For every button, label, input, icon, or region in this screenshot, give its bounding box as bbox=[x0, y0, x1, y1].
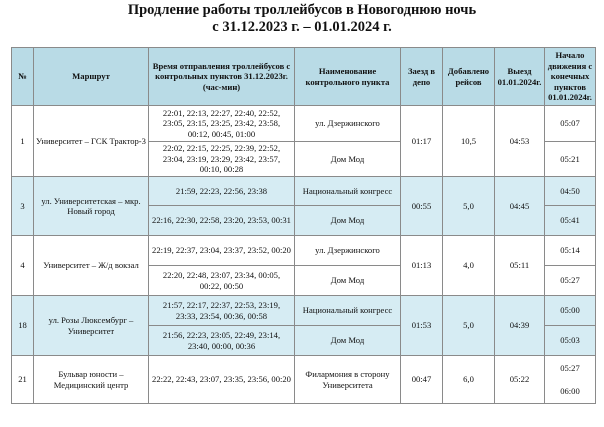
start-time: 05:00 bbox=[545, 296, 596, 326]
depot-time: 01:53 bbox=[401, 296, 443, 356]
control-point: Дом Мод bbox=[295, 206, 401, 236]
start-time: 05:27 bbox=[560, 362, 580, 373]
start-time: 04:50 bbox=[545, 177, 596, 206]
control-point: Дом Мод bbox=[295, 266, 401, 296]
schedule-table bbox=[11, 47, 596, 404]
start-time: 05:03 bbox=[545, 326, 596, 356]
depot-time: 00:47 bbox=[401, 356, 443, 404]
depot-time: 01:17 bbox=[401, 106, 443, 177]
table-row bbox=[12, 356, 596, 404]
start-time: 06:00 bbox=[560, 385, 580, 396]
added-trips: 10,5 bbox=[443, 106, 495, 177]
title-line-2: с 31.12.2023 г. – 01.01.2024 г. bbox=[212, 19, 392, 35]
route-number: 1 bbox=[12, 106, 34, 177]
header-point: Наименование контрольного пункта bbox=[295, 48, 401, 106]
route-number: 21 bbox=[12, 356, 34, 404]
control-point: Филармония в сторону Университета bbox=[295, 356, 401, 404]
departure-times: 21:57, 22:17, 22:37, 22:53, 23:19, 23:33, 23:54, 00:36, 00:58 bbox=[149, 296, 295, 326]
table-row bbox=[12, 106, 596, 142]
control-point: ул. Дзержинского bbox=[295, 106, 401, 142]
departure-times: 22:22, 22:43, 23:07, 23:35, 23:56, 00:20 bbox=[149, 356, 295, 404]
header-times: Время отправления троллейбусов с контрольных пунктов 31.12.2023г. (час-мин) bbox=[149, 48, 295, 106]
route-number: 4 bbox=[12, 236, 34, 296]
control-point: Национальный конгресс bbox=[295, 177, 401, 206]
departure-times: 22:16, 22:30, 22:58, 23:20, 23:53, 00:31 bbox=[149, 206, 295, 236]
added-trips: 6,0 bbox=[443, 356, 495, 404]
header-row bbox=[12, 48, 596, 106]
departure-times: 22:20, 22:48, 23:07, 23:34, 00:05, 00:22, 00:50 bbox=[149, 266, 295, 296]
departure-times: 22:02, 22:15, 22:25, 22:39, 22:52, 23:04, 23:19, 23:29, 23:42, 23:57, 00:10, 00:28 bbox=[149, 142, 295, 177]
departure-times: 21:56, 22:23, 23:05, 22:49, 23:14, 23:40, 00:00, 00:36 bbox=[149, 326, 295, 356]
header-route: Маршрут bbox=[34, 48, 149, 106]
exit-time: 04:39 bbox=[495, 296, 545, 356]
control-point: Дом Мод bbox=[295, 142, 401, 177]
start-time: 05:21 bbox=[545, 142, 596, 177]
header-num: № bbox=[12, 48, 34, 106]
exit-time: 04:53 bbox=[495, 106, 545, 177]
route-number: 18 bbox=[12, 296, 34, 356]
header-start: Начало движения с конечных пунктов 01.01.2024г. bbox=[545, 48, 596, 106]
depot-time: 00:55 bbox=[401, 177, 443, 236]
start-time: 05:27 bbox=[545, 266, 596, 296]
added-trips: 5,0 bbox=[443, 296, 495, 356]
departure-times: 22:01, 22:13, 22:27, 22:40, 22:52, 23:05, 23:15, 23:25, 23:42, 23:58, 00:12, 00:45, 01:00 bbox=[149, 106, 295, 142]
start-time: 05:14 bbox=[545, 236, 596, 266]
exit-time: 05:11 bbox=[495, 236, 545, 296]
start-time: 05:41 bbox=[545, 206, 596, 236]
start-time: 05:07 bbox=[545, 106, 596, 142]
exit-time: 04:45 bbox=[495, 177, 545, 236]
route-name: Университет – Ж/д вокзал bbox=[34, 236, 149, 296]
header-added: Добавлено рейсов bbox=[443, 48, 495, 106]
start-times-cell bbox=[545, 356, 596, 404]
exit-time: 05:22 bbox=[495, 356, 545, 404]
route-name: Бульвар юности – Медицинский центр bbox=[34, 356, 149, 404]
added-trips: 4,0 bbox=[443, 236, 495, 296]
header-depot: Заезд в депо bbox=[401, 48, 443, 106]
header-exit: Выезд 01.01.2024г. bbox=[495, 48, 545, 106]
control-point: Дом Мод bbox=[295, 326, 401, 356]
document-title bbox=[0, 2, 604, 36]
control-point: ул. Дзержинского bbox=[295, 236, 401, 266]
start-times-stack bbox=[547, 357, 593, 403]
route-name: Университет – ГСК Трактор-3 bbox=[34, 106, 149, 177]
route-name: ул. Университетская – мкр. Новый город bbox=[34, 177, 149, 236]
table-row bbox=[12, 296, 596, 326]
departure-times: 22:19, 22:37, 23:04, 23:37, 23:52, 00:20 bbox=[149, 236, 295, 266]
route-name: ул. Розы Люксембург – Университет bbox=[34, 296, 149, 356]
route-number: 3 bbox=[12, 177, 34, 236]
control-point: Национальный конгресс bbox=[295, 296, 401, 326]
table-row bbox=[12, 177, 596, 206]
depot-time: 01:13 bbox=[401, 236, 443, 296]
table-row bbox=[12, 236, 596, 266]
departure-times: 21:59, 22:23, 22:56, 23:38 bbox=[149, 177, 295, 206]
added-trips: 5,0 bbox=[443, 177, 495, 236]
title-line-1: Продление работы троллейбусов в Новогоднюю ночь bbox=[127, 2, 477, 18]
